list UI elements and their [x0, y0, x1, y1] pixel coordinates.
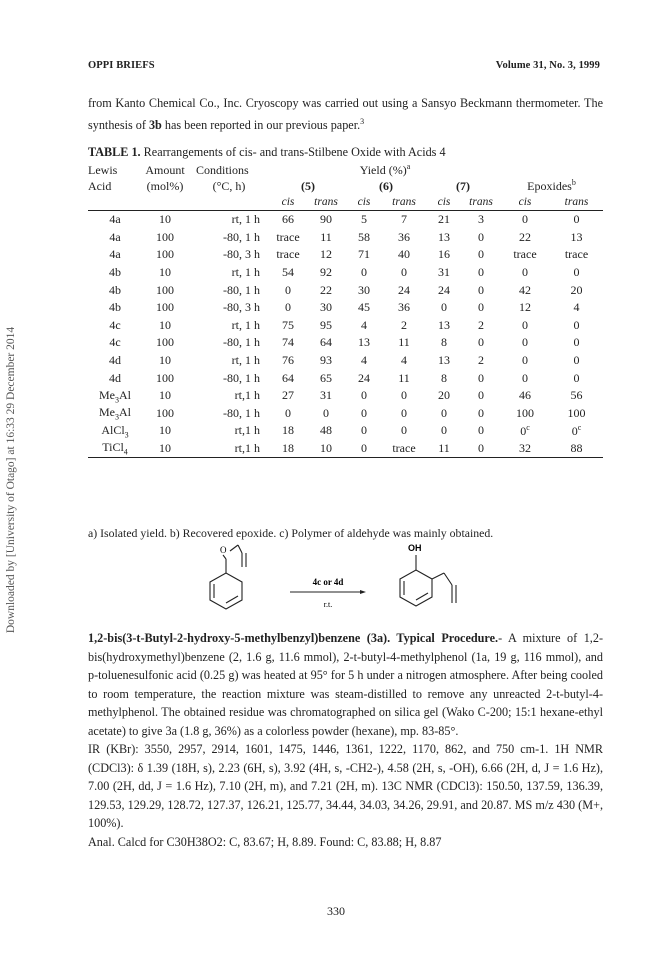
spectral-data: IR (KBr): 3550, 2957, 2914, 1601, 1475, 1446, 1361, 1222, 1170, 862, and 750 cm-1. 1H NMR (CDCl3): δ 1.39 (18H, s), 2.23 (6H, s), 3.92 (4H, s, -CH2-), 4.58 (2H, s, -OH), 6.66 (2H, d, J = 1.6 Hz), 7.00 (2H, dd, J = 1.6 Hz), 7.10 (2H, m), and 7.21 (2H, m). 13C NMR (CDCl3): 150.50, 137.59, 136.39, 129.53, 129.29, 128.72, 127.37, 126.21, 125.77, 34.44, 34.03, 34.26, 29.91, and 20.87. MS m/z 430 (M+, 100%). — [88, 742, 603, 830]
cell-cond: -80, 1 h — [223, 335, 260, 350]
cell-t6: 0 — [401, 423, 407, 438]
cell-c7: 0 — [441, 300, 447, 315]
cell-t7: 3 — [478, 212, 484, 227]
cell-te: 4 — [573, 300, 580, 315]
cell-t7: 0 — [478, 423, 484, 438]
reactant-structure — [210, 545, 246, 609]
cell-ce: 0$^c$ — [520, 422, 530, 438]
acid-cell: 4a — [109, 212, 121, 227]
cell-t7: 0 — [478, 265, 484, 280]
cell-c7: 11 — [426, 440, 462, 458]
table-row — [88, 317, 603, 335]
cell-c7: 13 — [438, 317, 450, 332]
cell-c5: 74 — [282, 335, 294, 350]
cell-t5: 90 — [320, 212, 332, 227]
cell-c7: 0 — [441, 423, 447, 438]
cell-t5: 92 — [320, 265, 332, 280]
cell-c5: 54 — [282, 265, 294, 280]
cell-c6: 58 — [358, 229, 370, 244]
cell-t5: 65 — [320, 370, 332, 385]
cell-c5: trace — [276, 247, 300, 262]
intro-paragraph: from Kanto Chemical Co., Inc. Cryoscopy was carried out using a Sansyo Beckmann thermometer. The synthesis of 3b has been reported in our previous paper.$^3$ — [88, 96, 603, 132]
cell-te: 0 — [573, 335, 580, 350]
cell-ce: 0 — [522, 265, 528, 280]
cell-c5: trace — [276, 229, 300, 244]
cell-t7: 0 — [478, 388, 484, 403]
cell-t5: 64 — [320, 335, 332, 350]
table-row — [88, 387, 603, 405]
elemental-analysis: Anal. Calcd for C30H38O2: C, 83.67; H, 8.89. Found: C, 83.88; H, 8.87 — [88, 834, 442, 849]
page-number: 330 — [327, 904, 345, 918]
acid-cell: 4c — [109, 317, 121, 332]
cell-cond: rt,1 h — [234, 423, 260, 438]
cell-amount: 100 — [156, 405, 174, 420]
cell-t5: 93 — [320, 353, 332, 368]
cell-cond: rt, 1 h — [231, 265, 260, 280]
volume-info: Volume 31, No. 3, 1999 — [495, 60, 600, 71]
acid-cell: TiCl$_4$ — [88, 440, 142, 458]
cell-t7: 2 — [478, 317, 484, 332]
cell-c6: 45 — [358, 300, 370, 315]
table-row — [88, 246, 603, 264]
cell-c7: 13 — [438, 353, 450, 368]
journal-section: OPPI BRIEFS — [88, 60, 155, 71]
cell-c7: 24 — [438, 282, 450, 297]
cell-ce: 100 — [516, 405, 534, 420]
cell-c7: 8 — [441, 370, 447, 385]
table-row — [88, 264, 603, 282]
cell-amount: 10 — [159, 423, 171, 438]
cell-c5: 64 — [282, 370, 294, 385]
cell-t6: 0 — [401, 265, 407, 280]
table-row — [88, 422, 603, 440]
cell-t6: 24 — [398, 282, 410, 297]
cell-te: 0$^c$ — [571, 422, 582, 438]
cell-t5: 30 — [320, 300, 332, 315]
cell-t6: 0 — [401, 388, 407, 403]
cell-c7: 0 — [441, 405, 447, 420]
cell-cond: rt, 1 h — [231, 212, 260, 227]
cell-t6: 2 — [401, 317, 407, 332]
cell-c6: 0 — [361, 388, 367, 403]
cell-te: 0 — [573, 212, 580, 227]
cell-amount: 100 — [156, 300, 174, 315]
compound-3b: 3b — [148, 117, 162, 132]
cell-t7: 0 — [478, 229, 484, 244]
cell-t6: 7 — [401, 212, 407, 227]
table-row — [88, 405, 603, 423]
procedure-section — [88, 629, 603, 851]
cell-cond: rt,1 h — [234, 388, 260, 403]
cell-amount: 100 — [156, 229, 174, 244]
cell-t7: 0 — [478, 370, 484, 385]
cell-te: 56 — [570, 388, 583, 403]
cell-c6: 0 — [361, 265, 367, 280]
table-row — [88, 352, 603, 370]
cell-te: 20 — [570, 282, 583, 297]
cell-te: 0 — [573, 317, 580, 332]
cell-ce: 22 — [519, 229, 531, 244]
cell-t6: trace — [382, 440, 426, 458]
cell-te: 0 — [573, 370, 580, 385]
acid-cell: $Me_3Al$ — [99, 387, 131, 404]
cell-te: 13 — [570, 229, 583, 244]
cell-t7: 0 — [478, 300, 484, 315]
table-footnote: a) Isolated yield. b) Recovered epoxide. c) Polymer of aldehyde was mainly obtained. — [88, 526, 494, 540]
cell-c7: 20 — [438, 388, 450, 403]
cell-cond: -80, 3 h — [223, 300, 260, 315]
cell-c5: 0 — [285, 300, 291, 315]
cell-c7: 16 — [438, 247, 450, 262]
cell-te: 0 — [573, 353, 580, 368]
cell-ce: 42 — [519, 282, 531, 297]
cell-c5: 0 — [285, 282, 291, 297]
cell-cond: -80, 1 h — [223, 282, 260, 297]
download-watermark: Downloaded by [University of Otago] at 16:33 29 December 2014 — [5, 326, 17, 634]
cell-cond: -80, 1 h — [223, 370, 260, 385]
cell-t5: 22 — [320, 282, 332, 297]
acid-cell: 4d — [109, 353, 121, 368]
cell-t6: 0 — [401, 405, 407, 420]
running-header — [88, 60, 600, 71]
cell-t6: 36 — [398, 300, 410, 315]
cell-t7: 0 — [478, 282, 484, 297]
cell-t5: 48 — [320, 423, 332, 438]
cell-ce: 12 — [519, 300, 531, 315]
cell-t5: 95 — [320, 317, 332, 332]
product-hydroxyl: OH — [408, 543, 422, 553]
cell-amount: 10 — [142, 440, 188, 458]
table-row — [88, 229, 603, 247]
table-caption: TABLE 1. Rearrangements of cis- and trans-Stilbene Oxide with Acids 4 — [88, 145, 446, 159]
cell-t6: 40 — [398, 247, 410, 262]
table-row — [88, 369, 603, 387]
cell-ce: 46 — [519, 388, 531, 403]
reaction-scheme — [190, 537, 490, 627]
cell-c7: 13 — [438, 229, 450, 244]
cell-t5: 12 — [320, 247, 332, 262]
condition-label: r.t. — [323, 600, 333, 609]
table-row — [88, 440, 603, 458]
reagent-label: 4c or 4d — [312, 577, 344, 587]
cell-amount: 100 — [156, 247, 174, 262]
cell-te: trace — [564, 247, 589, 262]
cell-te: 0 — [573, 265, 580, 280]
cell-c6: 30 — [358, 282, 370, 297]
cell-cond: rt, 1 h — [231, 317, 260, 332]
cell-t5: 11 — [320, 229, 332, 244]
cell-cond: -80, 3 h — [223, 247, 260, 262]
cell-t7: 0 — [478, 335, 484, 350]
cell-t7: 0 — [462, 440, 500, 458]
acid-cell: $Me_3Al$ — [99, 405, 131, 422]
cell-t6: 4 — [401, 353, 407, 368]
cell-amount: 100 — [156, 335, 174, 350]
cell-c5: 27 — [282, 388, 294, 403]
cell-amount: 10 — [159, 353, 171, 368]
cell-c5: 76 — [282, 353, 294, 368]
cell-ce: 0 — [522, 212, 528, 227]
cell-cond: rt,1 h — [188, 440, 270, 458]
procedure-text: 1,2-bis(3-t-Butyl-2-hydroxy-5-methylbenzyl)benzene (3a). Typical Procedure.- A mixture of 1,2-bis(hydroxymethyl)benzene (2, 1.6 g, 11.6 mmol), 2-t-butyl-4-methylphenol (1a, 19 g, 116 mmol), and p-toluenesulfonic acid (0.25 g) was heated at 95° for 5 h under a nitrogen atmosphere. After being cooled to room temperature, the reaction mixture was steam-distilled to remove any unreacted 2-t-butyl-4-methylphenol. The obtained residue was chromatographed on silica gel (Wako C-200; 15:1 hexane-ethyl acetate) to give 3a (1.8 g, 36%) as a colorless powder (hexane), mp. 83-85°. — [88, 631, 603, 738]
cell-cond: -80, 1 h — [223, 405, 260, 420]
cell-c7: 8 — [441, 335, 447, 350]
cell-c6: 0 — [361, 423, 367, 438]
cell-ce: 32 — [500, 440, 550, 458]
cell-c6: 0 — [361, 405, 367, 420]
cell-t5: 10 — [306, 440, 346, 458]
cell-t6: 11 — [398, 370, 410, 385]
cell-ce: 0 — [522, 353, 528, 368]
cell-c6: 5 — [361, 212, 367, 227]
cell-c6: 24 — [358, 370, 370, 385]
cell-cond: rt, 1 h — [231, 353, 260, 368]
acid-cell: 4b — [109, 300, 121, 315]
cell-te: 100 — [567, 405, 586, 420]
acid-cell: 4b — [109, 265, 121, 280]
cell-c6: 71 — [358, 247, 370, 262]
ref-3: 3 — [360, 116, 365, 126]
cell-c6: 0 — [346, 440, 382, 458]
table-row — [88, 211, 603, 229]
acid-cell: 4c — [109, 335, 121, 350]
cell-t7: 0 — [478, 247, 484, 262]
cell-c7: 31 — [438, 265, 450, 280]
rearrangement-table: Lewis Amount Conditions Yield (%)$^a$ Acid (mol%) (°C, h) (5) (6) (7) Epoxides$^b$ cis trans cis trans cis trans cis trans 4a 10 rt, 1 h 66 90 5 7 21 3 0 0 4a 100 -80, 1 h trace 11 58 36 13 0 22 13 4a 100 -80, 3 h trace 12 71 40 16 0 trace trace 4b 10 rt, 1 h 54 92 0 0 31 0 0 0 4b 100 -80, 1 h 0 22 30 24 24 0 42 20 4b 100 -80, 3 h 0 30 45 36 0 0 12 4 4c 10 rt, 1 h 75 95 4 2 13 2 0 0 4c 100 -80, 1 h 74 64 13 11 8 0 0 0 4d 10 rt, 1 h 76 93 4 4 13 2 0 0 4d 100 -80, 1 h 64 65 24 11 8 0 0 0 $Me_3Al$ 10 rt,1 h 27 31 0 0 20 0 46 56 $Me_3Al$ 100 -80, 1 h 0 0 0 0 0 0 100 100 AlCl$_3$ 10 rt,1 h 18 48 0 0 0 0 0$^c$ 0$^c$ TiCl$_4$ 10 rt,1 h 18 10 0 trace 11 0 32 88 — [88, 162, 603, 458]
cell-c5: 0 — [285, 405, 291, 420]
cell-c7: 21 — [438, 212, 450, 227]
cell-c6: 4 — [361, 353, 367, 368]
table-row — [88, 334, 603, 352]
cell-c5: 18 — [270, 440, 306, 458]
cell-c5: 66 — [282, 212, 294, 227]
procedure-title: 1,2-bis(3-t-Butyl-2-hydroxy-5-methylbenzyl)benzene (3a). Typical Procedure. — [88, 631, 499, 645]
cell-amount: 100 — [156, 282, 174, 297]
cell-amount: 10 — [159, 388, 171, 403]
cell-c6: 4 — [361, 317, 367, 332]
cell-amount: 10 — [159, 317, 171, 332]
table-row — [88, 299, 603, 317]
acid-cell: AlCl$_3$ — [101, 422, 129, 440]
cell-t5: 31 — [320, 388, 332, 403]
acid-cell: 4a — [109, 229, 121, 244]
acid-cell: 4a — [109, 247, 121, 262]
cell-t5: 0 — [323, 405, 329, 420]
cell-ce: 0 — [522, 317, 528, 332]
cell-amount: 10 — [159, 212, 171, 227]
cell-cond: -80, 1 h — [223, 229, 260, 244]
cell-t6: 11 — [398, 335, 410, 350]
cell-t7: 2 — [478, 353, 484, 368]
cell-te: 88 — [550, 440, 603, 458]
cell-t6: 36 — [398, 229, 410, 244]
table-row — [88, 281, 603, 299]
cell-ce: trace — [513, 247, 537, 262]
acid-cell: 4b — [109, 282, 121, 297]
cell-ce: 0 — [522, 370, 528, 385]
cell-amount: 10 — [159, 265, 171, 280]
acid-cell: 4d — [109, 370, 121, 385]
cell-t7: 0 — [478, 405, 484, 420]
cell-c6: 13 — [358, 335, 370, 350]
reactant-oxygen: O — [220, 545, 227, 555]
product-structure — [400, 555, 456, 606]
cell-amount: 100 — [156, 370, 174, 385]
cell-ce: 0 — [522, 335, 528, 350]
cell-c5: 18 — [282, 423, 294, 438]
cell-c5: 75 — [282, 317, 294, 332]
